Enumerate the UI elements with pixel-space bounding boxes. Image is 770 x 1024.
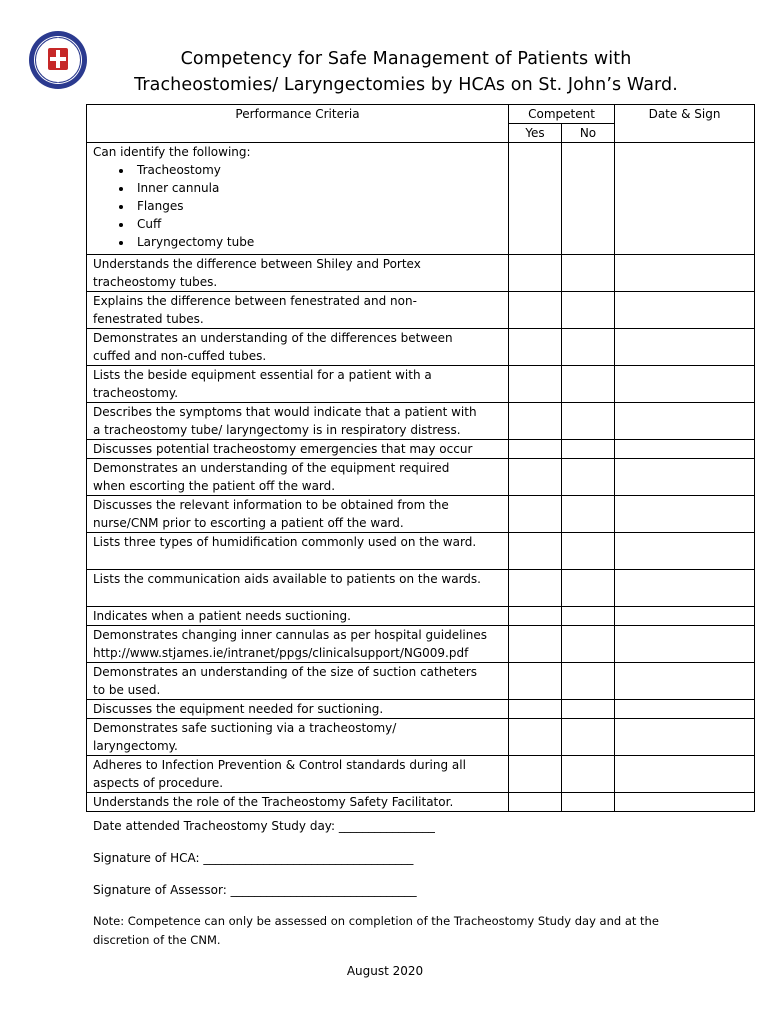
yes-cell[interactable] (509, 403, 562, 440)
table-row (87, 663, 755, 700)
criteria-text: Lists three types of humidification commonly used on the ward. (93, 535, 477, 549)
no-cell[interactable] (562, 756, 615, 793)
criteria-cell (87, 329, 509, 366)
note (93, 912, 693, 950)
criteria-text: Demonstrates an understanding of the size of suction catheters (93, 665, 478, 679)
criteria-cell (87, 719, 509, 756)
criteria-text: Understands the difference between Shiley and Portex (93, 257, 421, 271)
criteria-text: Discusses the relevant information to be obtained from the (93, 498, 449, 512)
table-row (87, 292, 755, 329)
criteria-cell (87, 292, 509, 329)
table-row (87, 756, 755, 793)
list-item: • Tracheostomy (133, 161, 502, 179)
date-sign-cell[interactable] (615, 570, 755, 607)
header-performance-criteria: Performance Criteria (87, 105, 509, 143)
no-cell[interactable] (562, 459, 615, 496)
yes-cell[interactable] (509, 143, 562, 255)
criteria-text: Indicates when a patient needs suctioning. (93, 609, 351, 623)
criteria-text: Demonstrates changing inner cannulas as per hospital guidelines (93, 628, 487, 642)
yes-cell[interactable] (509, 255, 562, 292)
criteria-text: Explains the difference between fenestrated and non- (93, 294, 417, 308)
criteria-cell (87, 366, 509, 403)
yes-cell[interactable] (509, 570, 562, 607)
date-sign-cell[interactable] (615, 143, 755, 255)
table-row (87, 255, 755, 292)
table-row (87, 440, 755, 459)
criteria-cell (87, 459, 509, 496)
no-cell[interactable] (562, 292, 615, 329)
yes-cell[interactable] (509, 459, 562, 496)
yes-cell[interactable] (509, 719, 562, 756)
table-row (87, 496, 755, 533)
yes-cell[interactable] (509, 607, 562, 626)
criteria-text: to be used. (93, 683, 161, 697)
date-sign-cell[interactable] (615, 607, 755, 626)
no-cell[interactable] (562, 143, 615, 255)
criteria-text: tracheostomy tubes. (93, 275, 218, 289)
criteria-text: tracheostomy. (93, 386, 179, 400)
no-cell[interactable] (562, 700, 615, 719)
title-line-1: Competency for Safe Management of Patients with (180, 49, 632, 69)
no-cell[interactable] (562, 626, 615, 663)
criteria-cell (87, 756, 509, 793)
identify-list (93, 161, 502, 251)
table-row (87, 793, 755, 812)
no-cell[interactable] (562, 663, 615, 700)
date-sign-cell[interactable] (615, 700, 755, 719)
title-line-2: Tracheostomies/ Laryngectomies by HCAs on St. John’s Ward. (134, 75, 678, 95)
date-sign-cell[interactable] (615, 440, 755, 459)
no-cell[interactable] (562, 719, 615, 756)
table-row (87, 626, 755, 663)
header-competent: Competent (509, 105, 615, 124)
no-cell[interactable] (562, 570, 615, 607)
header-date-sign: Date & Sign (615, 105, 755, 143)
date-sign-cell[interactable] (615, 626, 755, 663)
criteria-text: Lists the beside equipment essential for a patient with a (93, 368, 432, 382)
competency-table (86, 104, 755, 812)
criteria-text: laryngectomy. (93, 739, 178, 753)
criteria-text: cuffed and non-cuffed tubes. (93, 349, 267, 363)
date-sign-cell[interactable] (615, 496, 755, 533)
criteria-text: nurse/CNM prior to escorting a patient off the ward. (93, 516, 404, 530)
date-sign-cell[interactable] (615, 719, 755, 756)
header-no: No (562, 124, 615, 143)
hca-signature-line: Signature of HCA: ___________________________________ (93, 851, 414, 865)
no-cell[interactable] (562, 533, 615, 570)
date-sign-cell[interactable] (615, 255, 755, 292)
criteria-rows (87, 255, 755, 812)
criteria-text: Demonstrates an understanding of the differences between (93, 331, 453, 345)
table-row (87, 607, 755, 626)
criteria-cell (87, 440, 509, 459)
list-item: • Laryngectomy tube (133, 233, 502, 251)
criteria-text: a tracheostomy tube/ laryngectomy is in respiratory distress. (93, 423, 461, 437)
yes-cell[interactable] (509, 533, 562, 570)
page-title (86, 46, 726, 98)
list-item: • Flanges (133, 197, 502, 215)
date-sign-cell[interactable] (615, 663, 755, 700)
criteria-cell (87, 700, 509, 719)
date-sign-cell[interactable] (615, 756, 755, 793)
criteria-cell (87, 663, 509, 700)
date-sign-cell[interactable] (615, 459, 755, 496)
table-row (87, 403, 755, 440)
criteria-text: Adheres to Infection Prevention & Control standards during all (93, 758, 466, 772)
table-row (87, 459, 755, 496)
yes-cell[interactable] (509, 756, 562, 793)
criteria-cell (87, 793, 509, 812)
criteria-cell (87, 143, 509, 255)
criteria-cell (87, 607, 509, 626)
list-item: • Cuff (133, 215, 502, 233)
criteria-cell (87, 403, 509, 440)
criteria-text: Discusses the equipment needed for suctioning. (93, 702, 384, 716)
study-day-line: Date attended Tracheostomy Study day: ________________ (93, 819, 435, 833)
table-row (87, 719, 755, 756)
no-cell[interactable] (562, 607, 615, 626)
criteria-cell (87, 533, 509, 570)
no-cell[interactable] (562, 440, 615, 459)
hospital-crest-icon (28, 30, 88, 90)
date-sign-cell[interactable] (615, 366, 755, 403)
criteria-text: Lists the communication aids available to patients on the wards. (93, 572, 481, 586)
yes-cell[interactable] (509, 440, 562, 459)
criteria-cell (87, 496, 509, 533)
criteria-text: fenestrated tubes. (93, 312, 204, 326)
criteria-text: Demonstrates an understanding of the equipment required (93, 461, 450, 475)
no-cell[interactable] (562, 403, 615, 440)
assessor-signature-line: Signature of Assessor: _______________________________ (93, 883, 417, 897)
yes-cell[interactable] (509, 496, 562, 533)
criteria-text: http://www.stjames.ie/intranet/ppgs/clinicalsupport/NG009.pdf (93, 646, 469, 660)
date-sign-cell[interactable] (615, 533, 755, 570)
criteria-cell (87, 255, 509, 292)
table-row (87, 143, 755, 255)
table-row (87, 570, 755, 607)
yes-cell[interactable] (509, 793, 562, 812)
yes-cell[interactable] (509, 626, 562, 663)
criteria-text: aspects of procedure. (93, 776, 224, 790)
yes-cell[interactable] (509, 663, 562, 700)
date-sign-cell[interactable] (615, 403, 755, 440)
header-yes: Yes (509, 124, 562, 143)
yes-cell[interactable] (509, 292, 562, 329)
no-cell[interactable] (562, 255, 615, 292)
criteria-text: Discusses potential tracheostomy emergencies that may occur (93, 442, 473, 456)
no-cell[interactable] (562, 793, 615, 812)
date-sign-cell[interactable] (615, 292, 755, 329)
table-row (87, 700, 755, 719)
note-line-2: discretion of the CNM. (93, 933, 221, 947)
note-line-1: Note: Competence can only be assessed on completion of the Tracheostomy Study day and at the (93, 914, 659, 928)
criteria-text: when escorting the patient off the ward. (93, 479, 336, 493)
document-date: August 2020 (346, 964, 424, 978)
no-cell[interactable] (562, 329, 615, 366)
criteria-text: Understands the role of the Tracheostomy Safety Facilitator. (93, 795, 454, 809)
criteria-cell (87, 570, 509, 607)
yes-cell[interactable] (509, 366, 562, 403)
yes-cell[interactable] (509, 700, 562, 719)
date-sign-cell[interactable] (615, 329, 755, 366)
table-row (87, 533, 755, 570)
table-row (87, 366, 755, 403)
date-sign-cell[interactable] (615, 793, 755, 812)
no-cell[interactable] (562, 496, 615, 533)
identify-intro: Can identify the following: (93, 145, 251, 159)
no-cell[interactable] (562, 366, 615, 403)
criteria-text: Demonstrates safe suctioning via a tracheostomy/ (93, 721, 397, 735)
list-item: • Inner cannula (133, 179, 502, 197)
yes-cell[interactable] (509, 329, 562, 366)
criteria-cell (87, 626, 509, 663)
table-row (87, 329, 755, 366)
criteria-text: Describes the symptoms that would indicate that a patient with (93, 405, 477, 419)
